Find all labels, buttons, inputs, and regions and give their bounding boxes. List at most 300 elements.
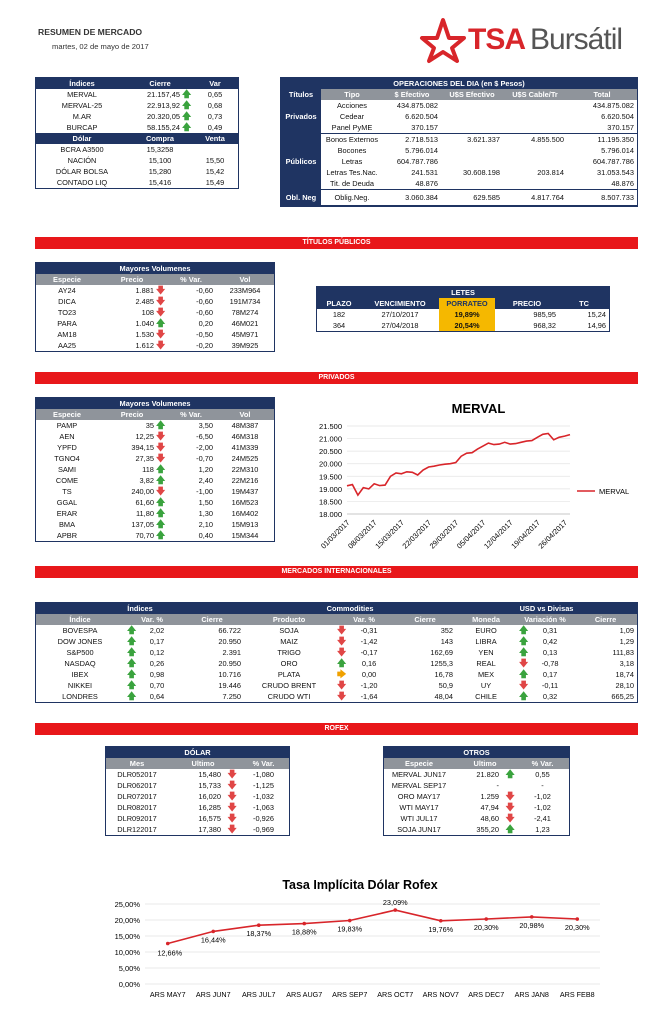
column-header: Índice (36, 614, 124, 625)
table-row (36, 497, 274, 508)
cell: 15,24 (587, 310, 606, 319)
data-label: 20,30% (564, 923, 590, 933)
cell: DLR052017 (117, 770, 157, 779)
table-row (36, 486, 274, 497)
cell (334, 636, 347, 647)
arrow-up-icon: 🡅 (127, 680, 137, 690)
data-point (575, 917, 579, 921)
data-point (257, 923, 261, 927)
cell: 3,82 🡅 (139, 475, 166, 485)
cell: 5.796.014 (601, 146, 634, 155)
data-label: 23,09% (382, 898, 408, 908)
y-tick-label: 18.500 (319, 497, 342, 507)
arrow-up-icon: 🡅 (337, 658, 347, 668)
column-header: U$S Efectivo (441, 89, 503, 100)
arrow-down-icon: 🡇 (505, 791, 515, 801)
cell: SOJA JUN17 (397, 825, 441, 834)
arrow-down-icon: 🡇 (156, 307, 166, 317)
table-row (106, 824, 289, 835)
arrow-down-icon: 🡇 (156, 296, 166, 306)
table-row (281, 167, 637, 178)
column-header: Cierre (180, 614, 244, 625)
cell: -0,60 (196, 308, 213, 317)
data-point (302, 922, 306, 926)
cell: PARA (57, 319, 77, 328)
cell: BOVESPA (62, 626, 98, 635)
cell: 1.259 (480, 792, 499, 801)
cell: 2,40 (198, 476, 213, 485)
arrow-right-icon: 🡆 (337, 669, 347, 679)
table-row (281, 111, 637, 122)
arrow-up-icon: 🡅 (156, 519, 166, 529)
cell (502, 780, 516, 791)
cell: 1,29 (619, 637, 634, 646)
cell: ORO MAY17 (397, 792, 441, 801)
cell: 6.620.504 (405, 112, 438, 121)
group-label: Privados (281, 100, 321, 134)
cell: -0,17 (360, 648, 378, 657)
publicos-title: Mayores Volumenes (36, 263, 274, 274)
cell: -0,20 (196, 341, 213, 350)
cell: WTI JUL17 (400, 814, 438, 823)
cell: 2,02 (149, 626, 165, 635)
cell: 2.718.513 (405, 135, 438, 144)
table-row (36, 166, 238, 177)
cell: CRUDO WTI (267, 692, 311, 701)
cell: 15M913 (231, 520, 259, 529)
cell: AY24 (58, 286, 76, 295)
indices-dolar-box (35, 77, 239, 189)
table-row (36, 519, 274, 530)
cell: DLR122017 (117, 825, 157, 834)
cell: 18,74 (615, 670, 634, 679)
table-row (36, 89, 238, 100)
header-cell: Var (192, 78, 238, 89)
cell: 21.820 (476, 770, 499, 779)
cell (441, 111, 503, 122)
cell: 111,83 (612, 648, 634, 657)
cell: 70,70 🡅 (135, 530, 166, 540)
cell (516, 647, 529, 658)
table-row (36, 318, 274, 329)
column-header: Títulos (281, 89, 321, 100)
cell: 0,26 (149, 659, 165, 668)
cell: 0,31 (542, 626, 558, 635)
table-row (106, 813, 289, 824)
group-divisas: USD vs Divisas (456, 603, 637, 614)
table-row (36, 453, 274, 464)
arrow-down-icon: 🡇 (227, 769, 237, 779)
cell (441, 178, 503, 190)
cell: 2,10 (198, 520, 213, 529)
cell (334, 647, 347, 658)
cell: -1,42 (360, 637, 378, 646)
cell: 15M344 (231, 531, 259, 540)
group-indices: Índices (36, 603, 244, 614)
cell: 20.320,05 🡅 (147, 111, 192, 121)
cell: 47,94 (480, 803, 499, 812)
table-row (317, 309, 609, 320)
logo (420, 18, 635, 62)
logo-word-bursatil: Bursátil (530, 23, 623, 56)
cell: 0,49 (207, 123, 223, 132)
cell: TRIGO (277, 648, 301, 657)
table-row (317, 320, 609, 331)
cell: 182 (332, 310, 346, 319)
cell: 20.950 (218, 637, 242, 646)
cell: CONTADO LIQ (56, 178, 108, 187)
cell (124, 647, 137, 658)
arrow-down-icon: 🡇 (156, 431, 166, 441)
cell (502, 769, 516, 780)
y-tick-label: 15,00% (114, 932, 140, 941)
table-row (36, 111, 238, 122)
column-header: Especie (36, 274, 98, 285)
cell: 0,17 (542, 670, 558, 679)
cell (224, 824, 238, 835)
arrow-down-icon: 🡇 (337, 680, 347, 690)
table-row (36, 307, 274, 318)
y-tick-label: 21.000 (319, 434, 342, 444)
y-tick-label: 19.500 (319, 472, 342, 482)
column-header: Precio (98, 274, 166, 285)
table-row (106, 780, 289, 791)
cell: 19M437 (231, 487, 259, 496)
cell: DÓLAR BOLSA (55, 167, 109, 176)
arrow-up-icon: 🡅 (127, 669, 137, 679)
cell: 1.612 🡇 (135, 340, 166, 350)
cell: Bonos Externos (325, 135, 379, 144)
cell: TO23 (57, 308, 77, 317)
report-date: martes, 02 de mayo de 2017 (52, 42, 149, 51)
cell: -1,032 (253, 792, 274, 801)
merval-chart-title: MERVAL (451, 401, 506, 416)
cell: 0,98 (149, 670, 165, 679)
cell (334, 658, 347, 669)
arrow-up-icon: 🡅 (156, 530, 166, 540)
cell: 20.950 (218, 659, 242, 668)
cell: 15,50 (205, 156, 225, 165)
cell: 6.620.504 (601, 112, 634, 121)
data-label: 12,66% (157, 948, 183, 958)
group-label: Públicos (281, 134, 321, 190)
column-header: Vol (216, 409, 274, 420)
column-header: Especie (384, 758, 454, 769)
arrow-down-icon: 🡇 (156, 340, 166, 350)
column-header: % Var. (166, 274, 216, 285)
cell: 370.157 (383, 122, 441, 134)
cell: 4.817.764 (503, 190, 567, 206)
cell: 22M216 (231, 476, 259, 485)
table-row (281, 134, 637, 146)
cell: 0,32 (542, 692, 558, 701)
cell: -1,125 (253, 781, 274, 790)
cell (516, 680, 529, 691)
arrow-up-icon: 🡅 (127, 625, 137, 635)
cell: REAL (476, 659, 496, 668)
cell: AM18 (57, 330, 77, 339)
table-row (281, 122, 637, 134)
table-row (36, 340, 274, 351)
table-row (36, 420, 274, 431)
cell: Acciones (337, 101, 367, 110)
table-row (36, 475, 274, 486)
cell: 1.040 🡅 (135, 318, 166, 328)
x-tick-label: ARS NOV7 (422, 990, 459, 999)
cell: S&P500 (66, 648, 94, 657)
data-label: 20,98% (519, 920, 545, 930)
y-tick-label: 10,00% (114, 948, 140, 957)
cell (503, 156, 567, 167)
tasa-series-line (168, 910, 578, 943)
arrow-down-icon: 🡇 (505, 813, 515, 823)
cell: 58.155,24 🡅 (147, 122, 192, 132)
cell: 61,60 🡅 (135, 497, 166, 507)
cell: MERVAL-25 (61, 101, 103, 110)
x-tick-label: ARS JUL7 (241, 990, 276, 999)
cell: 203.814 (537, 168, 564, 177)
cell: 1255,3 (430, 659, 454, 668)
cell: -1,00 (196, 487, 213, 496)
rofex-dolar-box (105, 746, 290, 836)
cell (124, 636, 137, 647)
x-tick-label: 26/04/2017 (536, 518, 569, 551)
arrow-down-icon: 🡇 (519, 658, 529, 668)
cell: M.AR (72, 112, 92, 121)
arrow-up-icon: 🡅 (156, 464, 166, 474)
table-row (36, 691, 637, 702)
report-title: RESUMEN DE MERCADO (38, 27, 143, 37)
privados-box (35, 397, 275, 542)
cell: TS (62, 487, 72, 496)
cell: BMA (58, 520, 75, 529)
cell: DLR092017 (117, 814, 157, 823)
arrow-up-icon: 🡅 (127, 647, 137, 657)
cell: ORO (280, 659, 298, 668)
cell: 10.716 (218, 670, 242, 679)
table-row (36, 122, 238, 133)
cell: 1,09 (619, 626, 634, 635)
cell: 48M387 (231, 421, 259, 430)
cell: -1,063 (253, 803, 274, 812)
cell: 665,25 (611, 692, 634, 701)
arrow-up-icon: 🡅 (519, 636, 529, 646)
x-tick-label: 08/03/2017 (346, 518, 379, 551)
arrow-up-icon: 🡅 (156, 420, 166, 430)
cell: 48,04 (434, 692, 454, 701)
cell: Oblig.Neg. (321, 190, 383, 206)
arrow-down-icon: 🡇 (227, 824, 237, 834)
cell: Panel PyME (321, 122, 383, 134)
table-row (36, 508, 274, 519)
letes-table (317, 287, 609, 331)
cell: 15,49 (205, 178, 225, 187)
cell: 137,05 🡅 (131, 519, 166, 529)
cell: -0,70 (196, 454, 213, 463)
cell: SOJA (279, 626, 299, 635)
cell: 3,18 (619, 659, 634, 668)
cell: 118 🡅 (142, 464, 166, 474)
publicos-table (36, 263, 274, 351)
arrow-up-icon: 🡅 (519, 625, 529, 635)
cell: YPFD (57, 443, 77, 452)
publicos-box (35, 262, 275, 352)
column-header: Cierre (394, 614, 456, 625)
table-row (281, 190, 637, 206)
cell: 0,13 (542, 648, 558, 657)
cell (516, 636, 529, 647)
cell: MERVAL SEP17 (391, 781, 447, 790)
cell: 364 (332, 321, 346, 330)
x-tick-label: ARS FEB8 (559, 990, 595, 999)
cell: 46M318 (231, 432, 259, 441)
cell: 17,380 (198, 825, 221, 834)
cell: -0,50 (196, 330, 213, 339)
cell: 27/04/2018 (381, 321, 419, 330)
arrow-up-icon: 🡅 (156, 508, 166, 518)
cell: 191M734 (229, 297, 261, 306)
table-row (36, 100, 238, 111)
cell: BURCAP (66, 123, 98, 132)
cell: 27,35 🡇 (135, 453, 166, 463)
arrow-down-icon: 🡇 (227, 813, 237, 823)
cell: - (541, 781, 544, 790)
cell: 30.608.198 (463, 168, 500, 177)
cell: 3.060.384 (383, 190, 441, 206)
dolar-header (36, 133, 238, 144)
merval-series-line (347, 434, 570, 496)
arrow-down-icon: 🡇 (156, 329, 166, 339)
cell: NACIÓN (67, 156, 97, 165)
cell: 0,73 (207, 112, 223, 121)
cell: 240,00 🡇 (131, 486, 166, 496)
cell: WTI MAY17 (399, 803, 439, 812)
x-tick-label: 22/03/2017 (400, 518, 433, 551)
cell (503, 178, 567, 190)
column-header: Cierre (574, 614, 637, 625)
arrow-down-icon: 🡇 (337, 625, 347, 635)
cell: DLR082017 (117, 803, 157, 812)
cell: 11.195.350 (597, 135, 634, 144)
operaciones-title: OPERACIONES DEL DIA (en $ Pesos) (281, 78, 637, 89)
band-rofex: ROFEX (35, 723, 638, 735)
column-header: Ultimo (168, 758, 238, 769)
cell (516, 691, 529, 702)
cell: 20,54% (439, 320, 495, 331)
letes-box (316, 286, 610, 332)
cell (441, 122, 503, 134)
x-tick-label: ARS JAN8 (514, 990, 549, 999)
arrow-down-icon: 🡇 (505, 802, 515, 812)
cell: -1,20 (360, 681, 378, 690)
table-row (36, 285, 274, 296)
data-point (393, 908, 397, 912)
data-label: 19,76% (428, 924, 454, 934)
cell (124, 691, 137, 702)
cell: 0,42 (542, 637, 558, 646)
arrow-up-icon: 🡅 (519, 647, 529, 657)
rofex-otros-title: OTROS (384, 747, 569, 758)
cell: Cedear (339, 112, 365, 121)
cell: -0,11 (541, 681, 559, 690)
table-row (281, 100, 637, 111)
table-row (384, 780, 569, 791)
cell: 21.157,45 🡅 (147, 89, 192, 99)
header-cell: Compra (128, 133, 192, 144)
cell: 1.881 🡇 (135, 285, 166, 295)
cell: 35 🡅 (145, 420, 166, 430)
x-tick-label: 19/04/2017 (509, 518, 542, 551)
cell: 3.621.337 (467, 135, 500, 144)
arrow-down-icon: 🡇 (337, 647, 347, 657)
cell (334, 625, 347, 636)
arrow-up-icon: 🡅 (505, 769, 515, 779)
cell: 5.796.014 (405, 146, 438, 155)
column-header: TC (559, 298, 609, 309)
cell: 352 (440, 626, 454, 635)
cell: 22.913,92 🡅 (147, 100, 192, 110)
table-row (36, 177, 238, 188)
cell: 0,16 (361, 659, 377, 668)
column-header: Precio (98, 409, 166, 420)
column-header: Tipo (321, 89, 383, 100)
x-tick-label: 01/03/2017 (318, 518, 352, 551)
table-row (36, 464, 274, 475)
cell: 41M339 (231, 443, 259, 452)
table-row (36, 329, 274, 340)
table-row (36, 658, 637, 669)
cell: 19,89% (439, 309, 495, 320)
y-tick-label: 20.000 (319, 459, 342, 469)
cell: 0,68 (207, 101, 223, 110)
arrow-down-icon: 🡇 (227, 780, 237, 790)
cell (224, 780, 238, 791)
logo-word-tsa: TSA (468, 23, 525, 56)
table-row (384, 802, 569, 813)
cell: 39M925 (231, 341, 259, 350)
column-header: Ultimo (454, 758, 516, 769)
cell: 1.530 🡇 (135, 329, 166, 339)
arrow-up-icon: 🡅 (156, 318, 166, 328)
arrow-up-icon: 🡅 (127, 658, 137, 668)
table-row (36, 144, 238, 155)
cell: 48.876 (567, 178, 637, 190)
arrow-up-icon: 🡅 (156, 475, 166, 485)
cell: 28,10 (615, 681, 634, 690)
cell: GGAL (56, 498, 78, 507)
band-titulos-publicos: TÍTULOS PÚBLICOS (35, 237, 638, 249)
cell: 66.722 (218, 626, 242, 635)
cell: 16,575 (198, 814, 221, 823)
table-row (36, 625, 637, 636)
cell (502, 824, 516, 835)
cell: NASDAQ (64, 659, 96, 668)
cell: 1,23 (535, 825, 550, 834)
table-row (384, 824, 569, 835)
x-tick-label: 29/03/2017 (427, 518, 461, 551)
cell (502, 813, 516, 824)
tasa-implicita-chart (100, 872, 620, 1012)
internacionales-box (35, 602, 638, 703)
tasa-chart-title: Tasa Implícita Dólar Rofex (282, 878, 438, 892)
y-tick-label: 0,00% (118, 980, 140, 989)
cell: 22M310 (231, 465, 259, 474)
cell: IBEX (71, 670, 89, 679)
cell: -0,60 (196, 286, 213, 295)
cell: 241.531 (411, 168, 438, 177)
cell (224, 791, 238, 802)
cell: LONDRES (62, 692, 98, 701)
